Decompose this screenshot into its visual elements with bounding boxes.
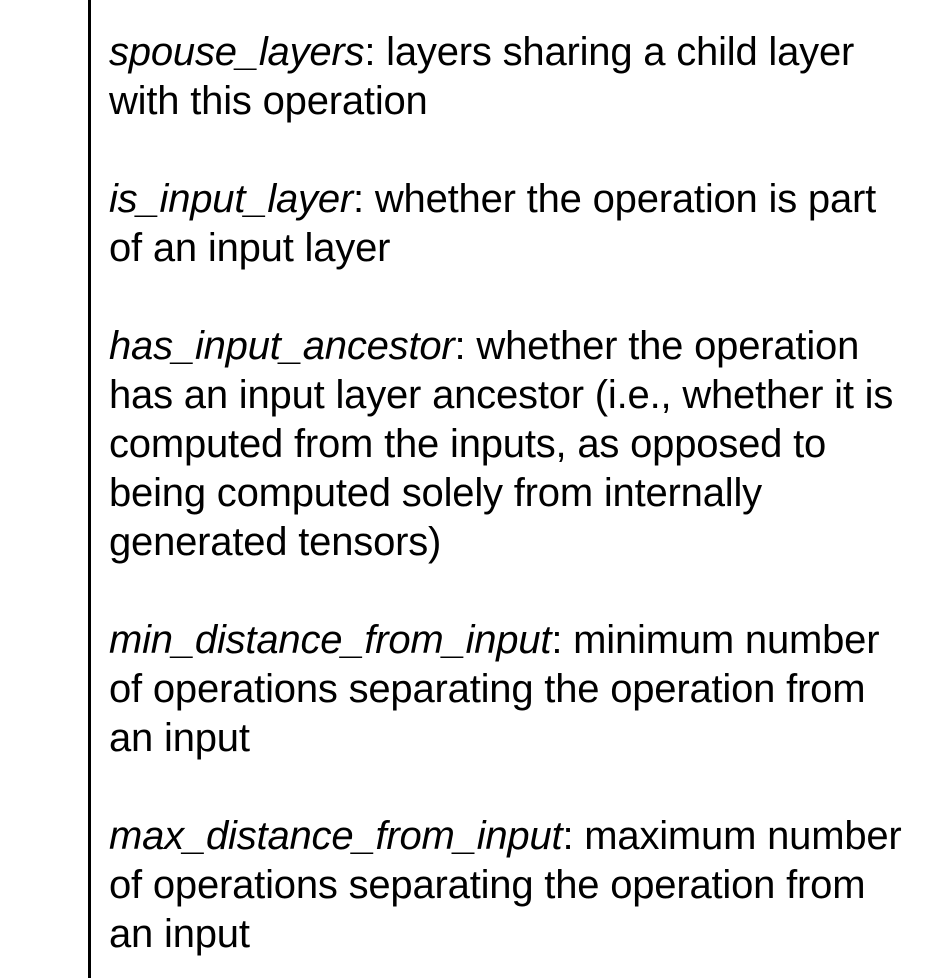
definition-entry-has-input-ancestor <box>109 322 909 567</box>
definition-separator: : <box>562 814 574 858</box>
definition-description: layers sharing a child layer with this operation <box>109 30 855 123</box>
definition-description: maximum number of operations separating the operation from an input <box>109 814 902 956</box>
definition-entry-max-distance-from-input <box>109 812 909 959</box>
definition-term: spouse_layers <box>109 30 365 74</box>
definition-entry-min-distance-from-input <box>109 616 909 763</box>
definition-separator: : <box>551 618 563 662</box>
definition-description: whether the operation has an input layer ancestor (i.e., whether it is computed from the inputs, as opposed to being computed solely from internally generated tensors) <box>109 324 894 564</box>
definition-separator: : <box>364 30 376 74</box>
definition-entry-is-input-layer <box>109 175 909 273</box>
definition-term: is_input_layer <box>109 177 354 221</box>
definition-list <box>109 28 909 959</box>
definition-term: has_input_ancestor <box>109 324 455 368</box>
definition-entry-spouse-layers <box>109 28 909 126</box>
definition-separator: : <box>353 177 364 221</box>
table-left-border <box>88 0 91 978</box>
definition-description: whether the operation is part of an input layer <box>109 177 877 270</box>
definition-description: minimum number of operations separating the operation from an input <box>109 618 880 760</box>
definition-term: max_distance_from_input <box>109 814 563 858</box>
definition-separator: : <box>454 324 466 368</box>
definition-term: min_distance_from_input <box>109 618 552 662</box>
